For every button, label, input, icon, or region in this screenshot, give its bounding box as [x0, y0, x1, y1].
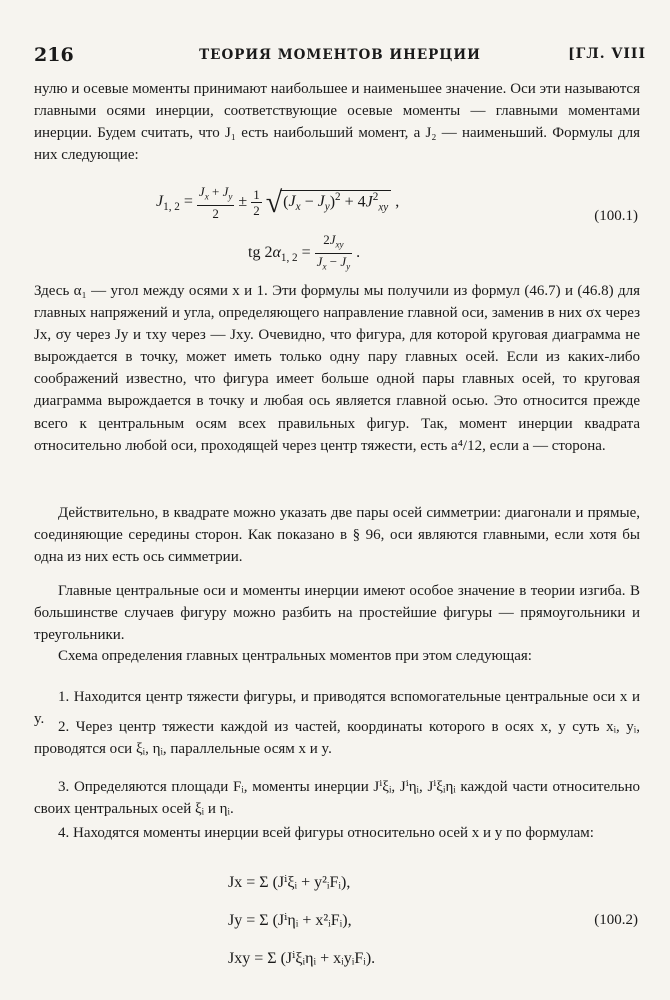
- chapter-label: [ГЛ. VIII: [568, 46, 646, 62]
- paragraph-4: Главные центральные оси и моменты инерции имеют особое значение в теории изгиба. В большинстве случаев фигуру можно разбить на простейшие фигуры — прямоугольники и треугольники.: [34, 583, 640, 644]
- running-header: [34, 44, 646, 68]
- step-1: 1. Находится центр тяжести фигуры, и приводятся вспомогательные центральные оси x и y.: [34, 689, 640, 728]
- paragraph-1: нулю и осевые моменты принимают наибольшее и наименьшее значение. Оси эти называются главными осями инерции, соответствующие осевые моменты — главными моментами инерции. Будем считать, что J₁ есть наибольший момент, а J₂ — наименьший. Формулы для них следующие:: [34, 81, 640, 164]
- page-number: 216: [34, 44, 74, 66]
- step-4: 4. Находятся моменты инерции всей фигуры относительно осей x и y по формулам:: [58, 825, 594, 841]
- step-3: 3. Определяются площади Fᵢ, моменты инерции Jⁱξᵢ, Jⁱηᵢ, Jⁱξᵢηᵢ каждой части относительно своих центральных осей ξᵢ и ηᵢ.: [34, 779, 640, 818]
- paragraph-5: Схема определения главных центральных моментов при этом следующая:: [58, 648, 532, 664]
- step-2: 2. Через центр тяжести каждой из частей, координаты которого в осях x, y суть xᵢ, yᵢ, проводятся оси ξᵢ, ηᵢ, параллельные осям x и y.: [34, 719, 640, 758]
- running-title: ТЕОРИЯ МОМЕНТОВ ИНЕРЦИИ: [199, 47, 481, 63]
- equation-100-2-line-3: Jxy = Σ (Jⁱξᵢηᵢ + xᵢyᵢFᵢ).: [228, 950, 376, 967]
- paragraph-2: Здесь α₁ — угол между осями x и 1. Эти формулы мы получили из формул (46.7) и (46.8) для главных напряжений и угла, определяющего направление главной оси, заменив в них σx через Jx, σy через Jy и τxy через — Jxy. Очевидно, что фигура, для которой круговая диаграмма не вырождается в точку, может иметь только одну пару главных осей. Если из каких-либо соображений известно, что фигура имеет больше одной пары главных осей, то круговая диаграмма вырождается в точку и любая ось является главной осью. Это относится прежде всего к центральным осям всех правильных фигур. Так, момент инерции квадрата относительно любой оси, проходящей через центр тяжести, есть a⁴/12, если a — сторона.: [34, 283, 640, 454]
- equation-line-2: tg $2\alpha_{1, 2}$ = $\frac{2J_{xy}}{J_x - J_y}$ .: [248, 232, 361, 272]
- equation-100-1-text: [0, 0, 1, 1]
- equation-100-2-line-2: Jy = Σ (Jⁱηᵢ + x²ᵢFᵢ),: [228, 912, 352, 929]
- equation-100-2-line-1: Jx = Σ (Jⁱξᵢ + y²ᵢFᵢ),: [228, 874, 351, 891]
- equation-number-100-1: (100.1): [594, 208, 638, 224]
- equation-line-1: $J_{1, 2}$ = $\frac{J_x + J_y}{2}$ ± $\frac{1}{2}$ $√(J_x - J_y)^2 + 4J^2_{xy}$ ,: [156, 184, 400, 221]
- equation-number-100-2: (100.2): [594, 912, 638, 928]
- paragraph-3: Действительно, в квадрате можно указать две пары осей симметрии: диагонали и прямые, соединяющие середины сторон. Как показано в § 96, оси являются главными, если хотя бы одна из них есть ось симметрии.: [34, 505, 640, 566]
